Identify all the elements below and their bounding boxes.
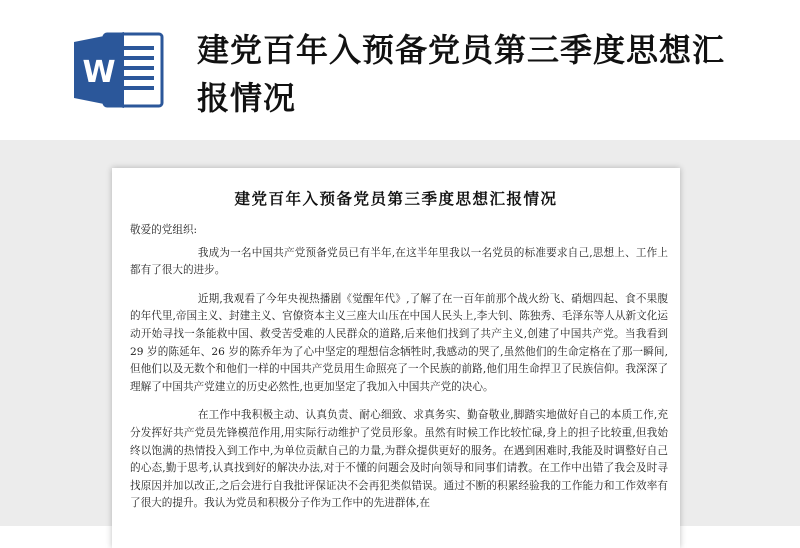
document-paragraph: 近期,我观看了今年央视热播剧《觉醒年代》,了解了在一百年前那个战火纷飞、硝烟四起、食不果腹的年代里,帝国主义、封建主义、官僚资本主义三座大山压在中国人民头上,李大钊、陈独秀、毛泽东等人从新文化运动开始寻找一条能救中国、救受苦受难的人民群众的道路,后来他们找到了共产主义,创建了中国共产党。当我看到 29 岁的陈延年、26 岁的陈乔年为了心中坚定的理想信念牺牲时,我感动的哭了,虽然他们的生命定格在了那一瞬间,但他们以及无数个和他们一样的中国共产党员用生命照亮了一个民族的前路,他们用生命捍卫了民族信仰。我深深了理解了中国共产党建立的历史必然性,也更加坚定了我加入中国共产党的决心。 <box>130 292 668 393</box>
document-title: 建党百年入预备党员第三季度思想汇报情况 <box>234 189 558 208</box>
document-body <box>130 222 668 524</box>
word-icon-letter: W <box>82 55 116 90</box>
page-title: 建党百年入预备党员第三季度思想汇报情况 <box>197 31 726 117</box>
document-page <box>112 168 680 548</box>
document-paragraph: 在工作中我积极主动、认真负责、耐心细致、求真务实、勤奋敬业,脚踏实地做好自己的本质工作,充分发挥好共产党员先锋模范作用,用实际行动维护了党员形象。虽然有时候工作比较忙碌,身上的担子比较重,但我始终以饱满的热情投入到工作中,为单位贡献自己的力量,为群众提供更好的服务。在遇到困难时,我能及时调整好自己的心态,勤于思考,认真找到好的解决办法,对于不懂的问题会及时向领导和同事们请教。在工作中出错了我会及时寻找原因并加以改正,之后会进行自我批评保证决不会再犯类似错误。通过不断的积累经验我的工作能力和工作效率有了很大的提升。我认为党员和积极分子作为工作中的先进群体,在 <box>130 409 668 510</box>
document-greeting: 敬爱的党组织: <box>130 224 198 236</box>
word-icon <box>72 30 166 110</box>
document-paragraph: 我成为一名中国共产党预备党员已有半年,在这半年里我以一名党员的标准要求自己,思想上、工作上都有了很大的进步。 <box>130 246 668 277</box>
header <box>0 0 800 140</box>
